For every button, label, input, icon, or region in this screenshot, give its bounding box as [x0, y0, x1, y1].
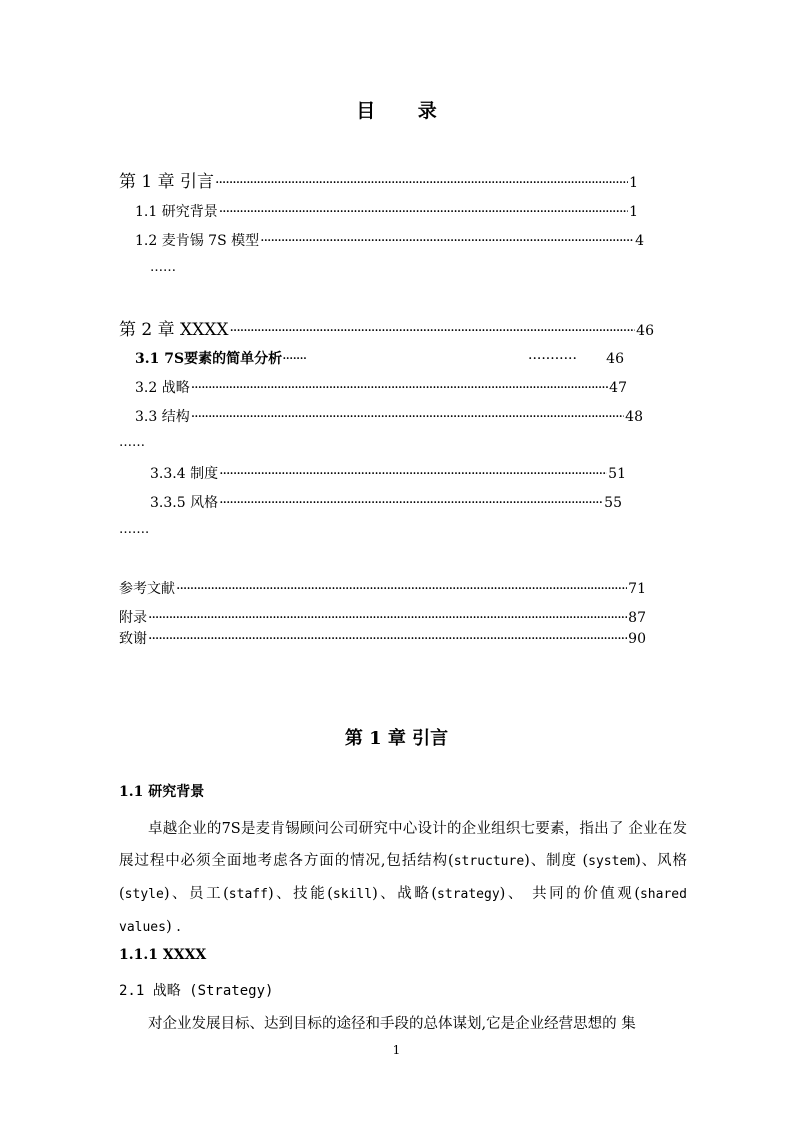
toc-entry-acknowledgements[interactable] — [119, 632, 646, 646]
toc-entry-3-3[interactable] — [135, 410, 643, 424]
paragraph-text: )、 共同的价值观( — [499, 886, 640, 902]
toc-entry-label: 1.2 麦肯锡 7S 模型 — [135, 233, 260, 249]
toc-leader-part: ··········· — [528, 351, 577, 367]
toc-entry-chapter-1[interactable] — [119, 174, 638, 191]
toc-entry-label: 第 1 章 引言 — [119, 172, 215, 192]
body-paragraph-1 — [119, 813, 687, 944]
toc-entry-label: 3.3.4 制度 — [150, 466, 219, 482]
subsection-title: 1.1.1 XXXX — [119, 947, 207, 963]
toc-entry-page: 90 — [628, 631, 646, 647]
toc-leader — [260, 234, 634, 248]
toc-entry-page: 1 — [629, 204, 638, 220]
toc-entry-label: 参考文献 — [119, 581, 175, 597]
toc-leader — [219, 205, 628, 219]
toc-entry-label: 3.3.5 风格 — [150, 495, 219, 511]
toc-leader — [191, 410, 624, 424]
toc-entry-page: 87 — [628, 610, 646, 626]
term-system: system — [588, 854, 636, 869]
toc-entry-page: 4 — [635, 233, 644, 249]
section-title: 1.1 研究背景 — [119, 784, 205, 800]
toc-ellipsis: ……. — [119, 522, 150, 537]
subsection-strategy-title — [119, 980, 273, 1000]
toc-leader-part: ······· — [282, 351, 307, 367]
toc-title: 目 录 — [356, 100, 455, 122]
toc-entry-page: 71 — [628, 581, 646, 597]
toc-leader — [219, 496, 603, 510]
toc-entry-label: 1.1 研究背景 — [135, 204, 218, 220]
term-skill: skill — [332, 887, 373, 902]
toc-leader — [191, 381, 608, 395]
toc-leader — [148, 632, 627, 646]
subsection-strategy-text: 2.1 战略 (Strategy) — [119, 983, 274, 999]
toc-entry-page: 55 — [604, 495, 622, 511]
toc-entry-1-2[interactable] — [135, 234, 644, 248]
term-structure: structure — [453, 854, 525, 869]
term-strategy: strategy — [437, 887, 500, 902]
toc-entry-label: 致谢 — [119, 631, 147, 647]
toc-entry-1-1[interactable] — [135, 205, 638, 219]
toc-entry-3-3-5[interactable] — [150, 496, 622, 510]
toc-entry-page: 48 — [625, 409, 643, 425]
toc-entry-3-2[interactable] — [135, 381, 627, 395]
paragraph-text: 卓越企业的7S是麦肯锡顾问公司研究中心设计的企业组织七要素，指出了 企业在发展过程中必须全面地考虑各方面的情况,包括结构( — [119, 821, 687, 869]
term-staff: staff — [228, 887, 268, 902]
chapter-title: 第 1 章 引言 — [344, 728, 449, 749]
toc-leader — [148, 611, 627, 625]
paragraph-text: )、技能( — [267, 886, 333, 902]
toc-entry-label: 附录 — [119, 610, 147, 626]
toc-entry-label: 3.2 战略 — [135, 380, 190, 396]
paragraph-text: )、员工( — [163, 886, 229, 902]
toc-entry-chapter-2[interactable] — [119, 322, 654, 339]
toc-entry-label: 3.1 7S要素的简单分析 — [135, 351, 283, 367]
toc-entry-page: 46 — [636, 323, 654, 339]
toc-leader — [229, 324, 635, 338]
paragraph-text: )、风格( — [119, 853, 687, 902]
toc-entry-3-3-4[interactable] — [150, 467, 626, 481]
toc-entry-page: 46 — [606, 351, 624, 367]
toc-entry-label: 3.3 结构 — [135, 409, 190, 425]
toc-entry-page: 1 — [629, 175, 638, 191]
paragraph-text: )、战略( — [372, 886, 438, 902]
toc-entry-3-1[interactable] — [135, 352, 624, 366]
page-number: 1 — [392, 1043, 401, 1057]
toc-ellipsis: …… — [150, 260, 176, 275]
toc-entry-page: 47 — [609, 380, 627, 396]
paragraph-text: )、制度 ( — [524, 853, 589, 869]
term-style: style — [124, 887, 164, 902]
toc-leader — [215, 176, 628, 190]
term-shared-values: shared values — [119, 887, 687, 935]
toc-leader — [219, 467, 607, 481]
paragraph-text: ) . — [165, 919, 181, 935]
toc-leader — [176, 582, 627, 596]
toc-ellipsis: …… — [119, 435, 145, 450]
toc-entry-references[interactable] — [119, 582, 646, 596]
body-paragraph-2: 对企业发展目标、达到目标的途径和手段的总体谋划,它是企业经营思想的 集 — [148, 1016, 636, 1032]
toc-entry-page: 51 — [608, 466, 626, 482]
toc-entry-label: 第 2 章 XXXX — [119, 320, 229, 340]
toc-entry-appendix[interactable] — [119, 611, 646, 625]
